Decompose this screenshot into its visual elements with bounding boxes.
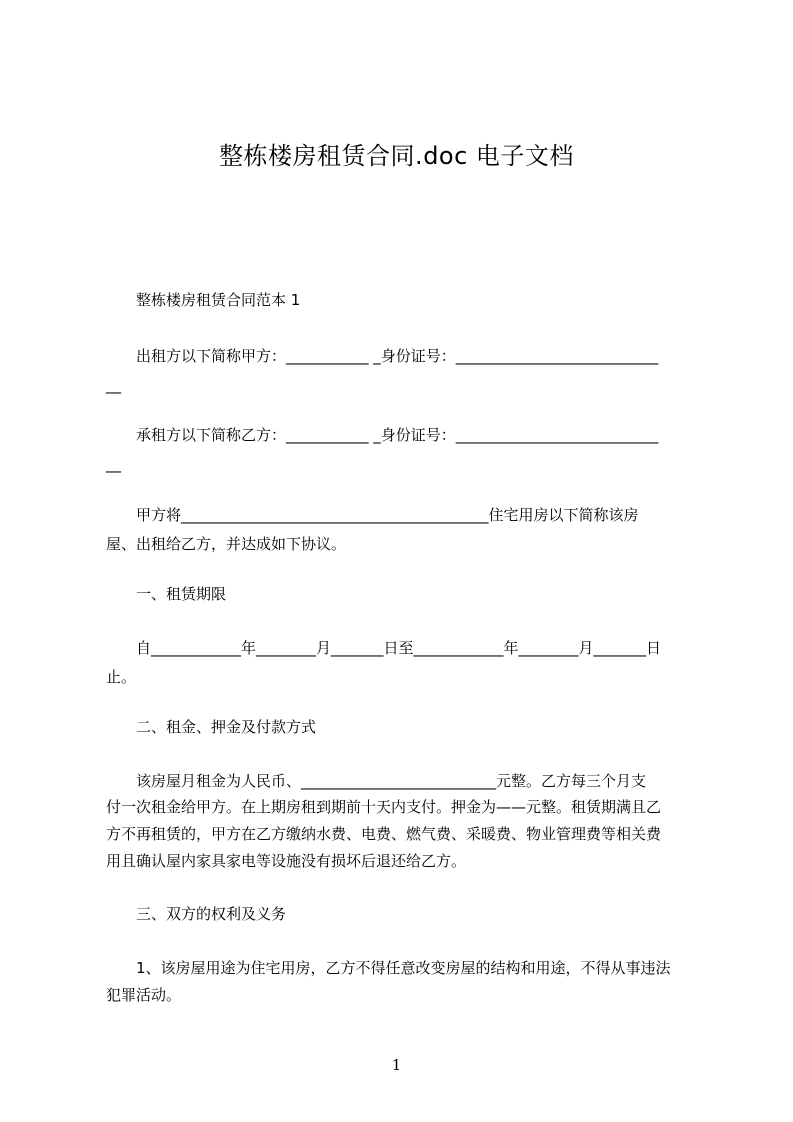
premises-line-1: 甲方将_________________________________________住宅用房以下简称该房	[136, 506, 639, 524]
premises-line-2: 屋、出租给乙方，并达成如下协议。	[106, 535, 347, 553]
payment-line-1: 该房屋月租金为人民币、__________________________元整。乙方每三个月支	[136, 772, 647, 790]
term-line-2: 止。	[106, 668, 137, 686]
tenant-info-line: 承租方以下简称乙方：___________ _身份证号：___________________________	[136, 426, 659, 444]
section-heading-rights: 三、双方的权利及义务	[136, 905, 287, 923]
payment-line-2: 付一次租金给甲方。在上期房租到期前十天内支付。押金为——元整。租赁期满且乙	[106, 798, 662, 816]
section-heading-term: 一、租赁期限	[136, 585, 227, 603]
document-title: 整栋楼房租赁合同.doc 电子文档	[219, 142, 574, 170]
tenant-info-line-wrap: __	[106, 455, 121, 473]
clause-1-line-2: 犯罪活动。	[106, 986, 182, 1004]
clause-1-line-1: 1、该房屋用途为住宅用房，乙方不得任意改变房屋的结构和用途，不得从事违法	[136, 959, 671, 977]
contract-subtitle: 整栋楼房租赁合同范本 1	[136, 291, 301, 309]
payment-line-4: 用且确认屋内家具家电等设施没有损坏后退还给乙方。	[106, 852, 467, 870]
page-number: 1	[391, 1056, 402, 1074]
term-line-1: 自____________年________月_______日至____________年________月_______日	[136, 639, 662, 657]
section-heading-payment: 二、租金、押金及付款方式	[136, 718, 317, 736]
payment-line-3: 方不再租赁的，甲方在乙方缴纳水费、电费、燃气费、采暖费、物业管理费等相关费	[106, 825, 662, 843]
landlord-info-line-wrap: __	[106, 376, 121, 394]
landlord-info-line: 出租方以下简称甲方：___________ _身份证号：___________________________	[136, 347, 659, 365]
